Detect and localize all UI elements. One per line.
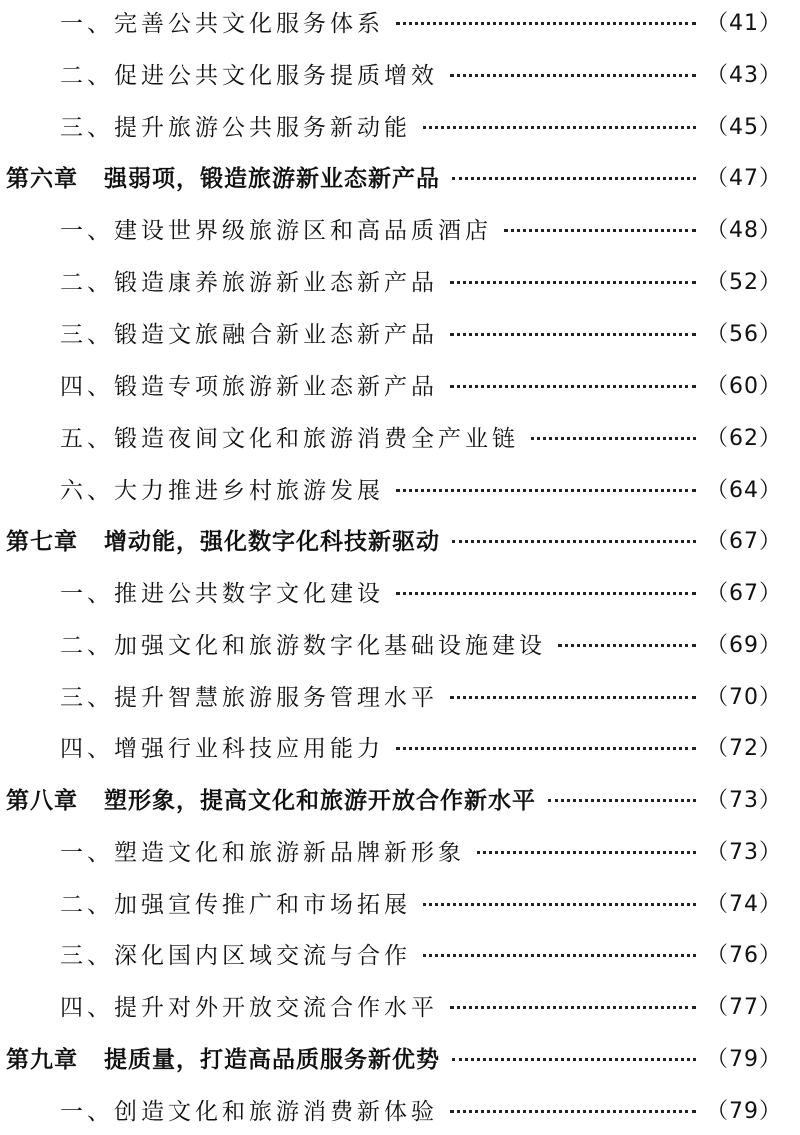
toc-entry-title: 一、塑造文化和旅游新品牌新形象 [60,839,465,866]
chapter-label: 第八章 [6,787,78,814]
toc-page-number: （64） [706,477,782,503]
toc-entry[interactable] [0,254,800,306]
toc-entry-title: 五、锻造夜间文化和旅游消费全产业链 [60,425,519,452]
toc-chapter-title [6,160,440,193]
toc-page-number: （73） [706,787,782,813]
toc-entry[interactable] [0,99,800,151]
toc-entry-title: 一、完善公共文化服务体系 [60,10,384,37]
dot-leader [452,1058,696,1061]
toc-entry[interactable] [0,927,800,979]
dot-leader [450,1110,696,1113]
toc-page-number: （74） [706,891,782,917]
toc-entry[interactable] [0,47,800,99]
toc-entry[interactable] [0,306,800,358]
toc-entry[interactable] [0,617,800,669]
toc-entry-title: 六、大力推进乡村旅游发展 [60,477,384,504]
toc-chapter-title [6,1041,440,1074]
toc-page-number: （43） [706,62,782,88]
toc-entry[interactable] [0,824,800,876]
toc-entry-title: 四、增强行业科技应用能力 [60,735,384,762]
dot-leader [450,696,696,699]
toc-entry-title: 四、提升对外开放交流合作水平 [60,994,438,1021]
toc-page-number: （47） [706,165,782,191]
dot-leader [396,489,696,492]
toc-entry[interactable] [0,720,800,772]
dot-leader [504,229,696,232]
toc-chapter-title [6,782,536,815]
toc-page-number: （69） [706,632,782,658]
toc-chapter-entry[interactable] [0,150,800,202]
dot-leader [450,333,696,336]
dot-leader [450,385,696,388]
dot-leader [548,799,696,802]
chapter-heading: 提质量，打造高品质服务新优势 [104,1046,440,1073]
chapter-heading: 塑形象，提高文化和旅游开放合作新水平 [104,787,536,814]
toc-page-number: （79） [706,1046,782,1072]
dot-leader [452,540,696,543]
toc-entry-title: 一、建设世界级旅游区和高品质酒店 [60,217,492,244]
toc-entry-title: 二、加强文化和旅游数字化基础设施建设 [60,632,546,659]
toc-page-number: （70） [706,684,782,710]
chapter-label: 第六章 [6,165,78,192]
chapter-label: 第九章 [6,1046,78,1073]
toc-entry-title: 一、推进公共数字文化建设 [60,580,384,607]
toc-entry-title: 三、提升智慧旅游服务管理水平 [60,684,438,711]
toc-entry[interactable] [0,410,800,462]
toc-chapter-entry[interactable] [0,772,800,824]
toc-page-number: （60） [706,373,782,399]
dot-leader [423,903,696,906]
toc-entry[interactable] [0,358,800,410]
toc-entry-title: 二、促进公共文化服务提质增效 [60,62,438,89]
dot-leader [396,592,696,595]
toc-entry[interactable] [0,0,800,47]
chapter-heading: 强弱项，锻造旅游新业态新产品 [104,165,440,192]
toc-page-number: （41） [706,10,782,36]
dot-leader [477,851,696,854]
toc-page-number: （73） [706,839,782,865]
dot-leader [450,1006,696,1009]
toc-entry-title: 一、创造文化和旅游消费新体验 [60,1098,438,1125]
toc-entry[interactable] [0,462,800,514]
toc-page-number: （62） [706,425,782,451]
toc-page-number: （79） [706,1098,782,1124]
toc-entry[interactable] [0,565,800,617]
toc-page-number: （56） [706,321,782,347]
toc-entry-title: 二、锻造康养旅游新业态新产品 [60,269,438,296]
dot-leader [423,954,696,957]
dot-leader [450,281,696,284]
dot-leader [396,22,696,25]
toc-entry-title: 三、提升旅游公共服务新动能 [60,114,411,141]
dot-leader [452,177,696,180]
dot-leader [450,74,696,77]
toc-page-number: （45） [706,114,782,140]
toc-chapter-entry[interactable] [0,513,800,565]
toc-chapter-entry[interactable] [0,1031,800,1083]
toc-page-number: （72） [706,735,782,761]
toc-entry[interactable] [0,1083,800,1135]
toc-chapter-title [6,523,440,556]
chapter-label: 第七章 [6,528,78,555]
dot-leader [396,747,696,750]
toc-page-number: （77） [706,994,782,1020]
toc-entry[interactable] [0,876,800,928]
toc-entry-title: 四、锻造专项旅游新业态新产品 [60,373,438,400]
toc-entry[interactable] [0,669,800,721]
toc-entry-title: 二、加强宣传推广和市场拓展 [60,891,411,918]
toc-page-number: （67） [706,580,782,606]
dot-leader [558,644,696,647]
toc-page-number: （76） [706,942,782,968]
toc-page-number: （52） [706,269,782,295]
toc-page-number: （48） [706,217,782,243]
chapter-heading: 增动能，强化数字化科技新驱动 [104,528,440,555]
toc-entry[interactable] [0,979,800,1031]
toc-entry-title: 三、锻造文旅融合新业态新产品 [60,321,438,348]
dot-leader [423,126,696,129]
toc-page-number: （67） [706,528,782,554]
dot-leader [531,437,696,440]
toc-entry-title: 三、深化国内区域交流与合作 [60,942,411,969]
toc-entry[interactable] [0,202,800,254]
